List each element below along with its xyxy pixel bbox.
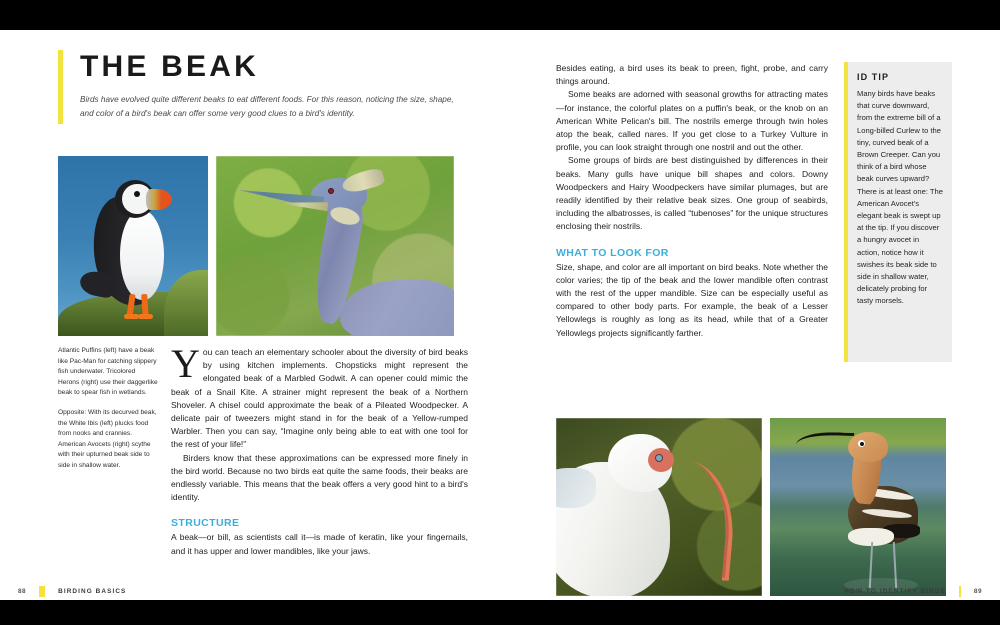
left-running-head: BIRDING BASICS: [58, 588, 127, 595]
right-paragraph-4: Size, shape, and color are all important on bird beaks. Note whether the color varies; the tip of the beak and the lower mandible often contrast with the rest of the upper mandible. Size can be especially useful as compared to other body parts. For example, the beak of a Lesser Yellowlegs is roughly as long as its head, while that of a Greater Yellowlegs projects significantly farther.: [556, 261, 828, 338]
footer-right: [844, 586, 982, 597]
tricolored-heron-photo: [216, 156, 454, 336]
right-body-column: [556, 62, 828, 340]
caption-column: [58, 346, 158, 472]
structure-paragraph: A beak—or bill, as scientists call it—is made of keratin, like your fingernails, and it has upper and lower mandibles, like your jaws.: [171, 532, 468, 556]
left-page-number: 88: [18, 588, 27, 595]
subhead-structure: STRUCTURE: [171, 517, 240, 530]
left-photo-row: [58, 156, 468, 336]
id-tip-title: ID TIP: [857, 72, 890, 82]
body-paragraph-1-text: ou can teach an elementary schooler about the diversity of bird beaks by using kitchen implements. Chopsticks might represent the elongated beak of a Marbled Godwit. A can opener could mimic the beak of a Snail Kite. A strainer might represent the beak of a Northern Shoveler. A chisel could approximate the beak of a Pileated Woodpecker. A delicate pair of tweezers might stand in for the beak of a Yellow-rumped Warbler. Then you can say, “Imagine only being able to eat with one tool for the rest of your life!”: [171, 347, 468, 450]
heron-eye: [328, 188, 334, 194]
page-footer: [0, 578, 1000, 600]
body-column: [171, 341, 468, 558]
right-running-head: HOW TO IDENTIFY BIRDS: [844, 588, 946, 595]
subhead-what-to-look-for: WHAT TO LOOK FOR: [556, 246, 669, 259]
id-tip-box: [844, 62, 952, 362]
bookmark-icon: [959, 586, 961, 597]
ibis-wing: [556, 468, 596, 508]
title-block: [58, 50, 468, 128]
id-tip-body: Many birds have beaks that curve downward, from the extreme bill of a Long-billed Curlew to the tiny, curved beak of a Brown Creeper. Can you think of a bird whose beak curves upward? There is at least one: The American Avocet's elegant beak is swept up at the tip. If you discover a hungry avocet in action, notice how it swishes its beak side to side in shallow water, delicately probing for tasty morsels.: [857, 89, 943, 306]
puffin-foot: [138, 314, 153, 319]
drop-cap: Y: [171, 341, 200, 386]
american-avocet-photo: [770, 418, 946, 596]
body-paragraph-1: [171, 341, 468, 452]
right-page: [556, 48, 952, 593]
photo-caption-opposite: Opposite: With its decurved beak, the White Ibis (left) plucks food from nooks and crannies. American Avocets (right) scythe with their upturned beak side to side in shallow water.: [58, 408, 157, 469]
body-paragraph-2: Birders know that these approximations can be expressed more finely in the bird world. Because no two birds eat quite the same foods, their beaks are endlessly variable. This means that the beak offers a very good hint to a bird's identity.: [171, 452, 468, 503]
page-subtitle: Birds have evolved quite different beaks to eat different foods. For this reason, noticing the size, shape, and color of a bird's beak can offer some very good clues to a bird's identity.: [80, 95, 454, 118]
footer-left: [18, 586, 126, 597]
page-spread-content: [0, 30, 1000, 600]
puffin-breast: [120, 210, 164, 300]
avocet-pupil: [860, 442, 864, 446]
right-paragraph-1: Besides eating, a bird uses its beak to preen, fight, probe, and carry things around.: [556, 63, 828, 87]
bookmark-icon: [39, 586, 45, 597]
bottom-black-bar: [0, 600, 1000, 625]
photo-caption: Atlantic Puffins (left) have a beak like Pac-Man for catching slippery fish underwater. Tricolored Herons (right) use their daggerlike beak to spear fish in wetlands.: [58, 347, 158, 397]
atlantic-puffin-photo: [58, 156, 208, 336]
right-paragraph-2: Some beaks are adorned with seasonal growths for attracting mates—for instance, the colorful plates on a puffin's beak, or the knob on an American White Pelican's bill. The nostrils emerge through twin holes atop the beak, called nares. If you get close to a Turkey Vulture in profile, you can look straight through one nostril and out the other.: [556, 89, 828, 153]
right-page-number: 89: [973, 588, 982, 595]
ibis-eye: [655, 454, 663, 462]
right-photo-row: [556, 418, 952, 596]
top-black-bar: [0, 0, 1000, 30]
white-ibis-photo: [556, 418, 762, 596]
left-page: [58, 48, 468, 593]
title-accent-rule: [58, 50, 63, 124]
right-paragraph-3: Some groups of birds are best distinguished by differences in their beaks. Many gulls have unique bill shapes and colors. Downy Woodpeckers and Hairy Woodpeckers have similar plumages, but are readily identified by their relative beak sizes. One group of seabirds, including the albatrosses, is called “tubenoses” for the unique structures enclosing their nostrils.: [556, 155, 828, 232]
page-title: THE BEAK: [80, 50, 259, 83]
puffin-foot: [124, 314, 139, 319]
puffin-eye: [134, 191, 140, 197]
